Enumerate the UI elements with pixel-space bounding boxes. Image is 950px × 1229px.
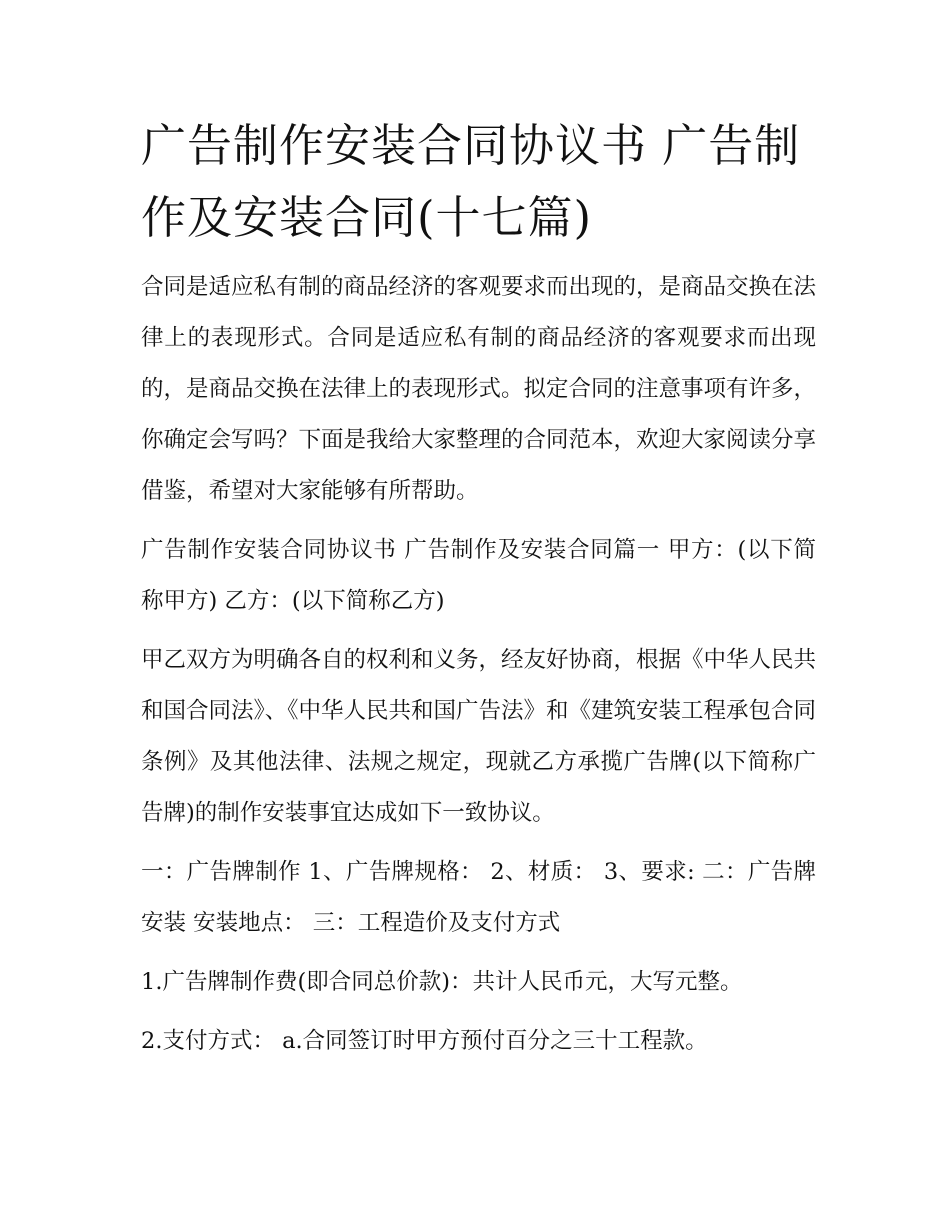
contract-parties-paragraph: 广告制作安装合同协议书 广告制作及安装合同篇一 甲方：(以下简称甲方) 乙方：(以下简称乙方) <box>141 537 816 614</box>
intro-paragraph: 合同是适应私有制的商品经济的客观要求而出现的，是商品交换在法律上的表现形式。合同是适应私有制的商品经济的客观要求而出现的，是商品交换在法律上的表现形式。拟定合同的注意事项有许多，你确定会写吗？下面是我给大家整理的合同范本，欢迎大家阅读分享借鉴，希望对大家能够有所帮助。 <box>141 274 817 504</box>
production-fee-paragraph: 1.广告牌制作费(即合同总价款)：共计人民币元，大写元整。 <box>141 969 743 995</box>
payment-method-paragraph: 2.支付方式： a.合同签订时甲方预付百分之三十工程款。 <box>141 1028 708 1054</box>
agreement-basis-paragraph: 甲乙双方为明确各自的权利和义务，经友好协商，根据《中华人民共和国合同法》、《中华人民共和国广告法》和《建筑安装工程承包合同条例》及其他法律、法规之规定，现就乙方承揽广告牌(以下简称广告牌)的制作安装事宜达成如下一致协议。 <box>141 647 817 826</box>
contract-sections-paragraph: 一：广告牌制作 1、广告牌规格： 2、材质： 3、要求: 二：广告牌安装 安装地点： 三：工程造价及支付方式 <box>141 859 816 936</box>
document-title: 广告制作安装合同协议书 广告制作及安装合同(十七篇) <box>141 119 801 244</box>
document-body <box>141 110 816 1067</box>
